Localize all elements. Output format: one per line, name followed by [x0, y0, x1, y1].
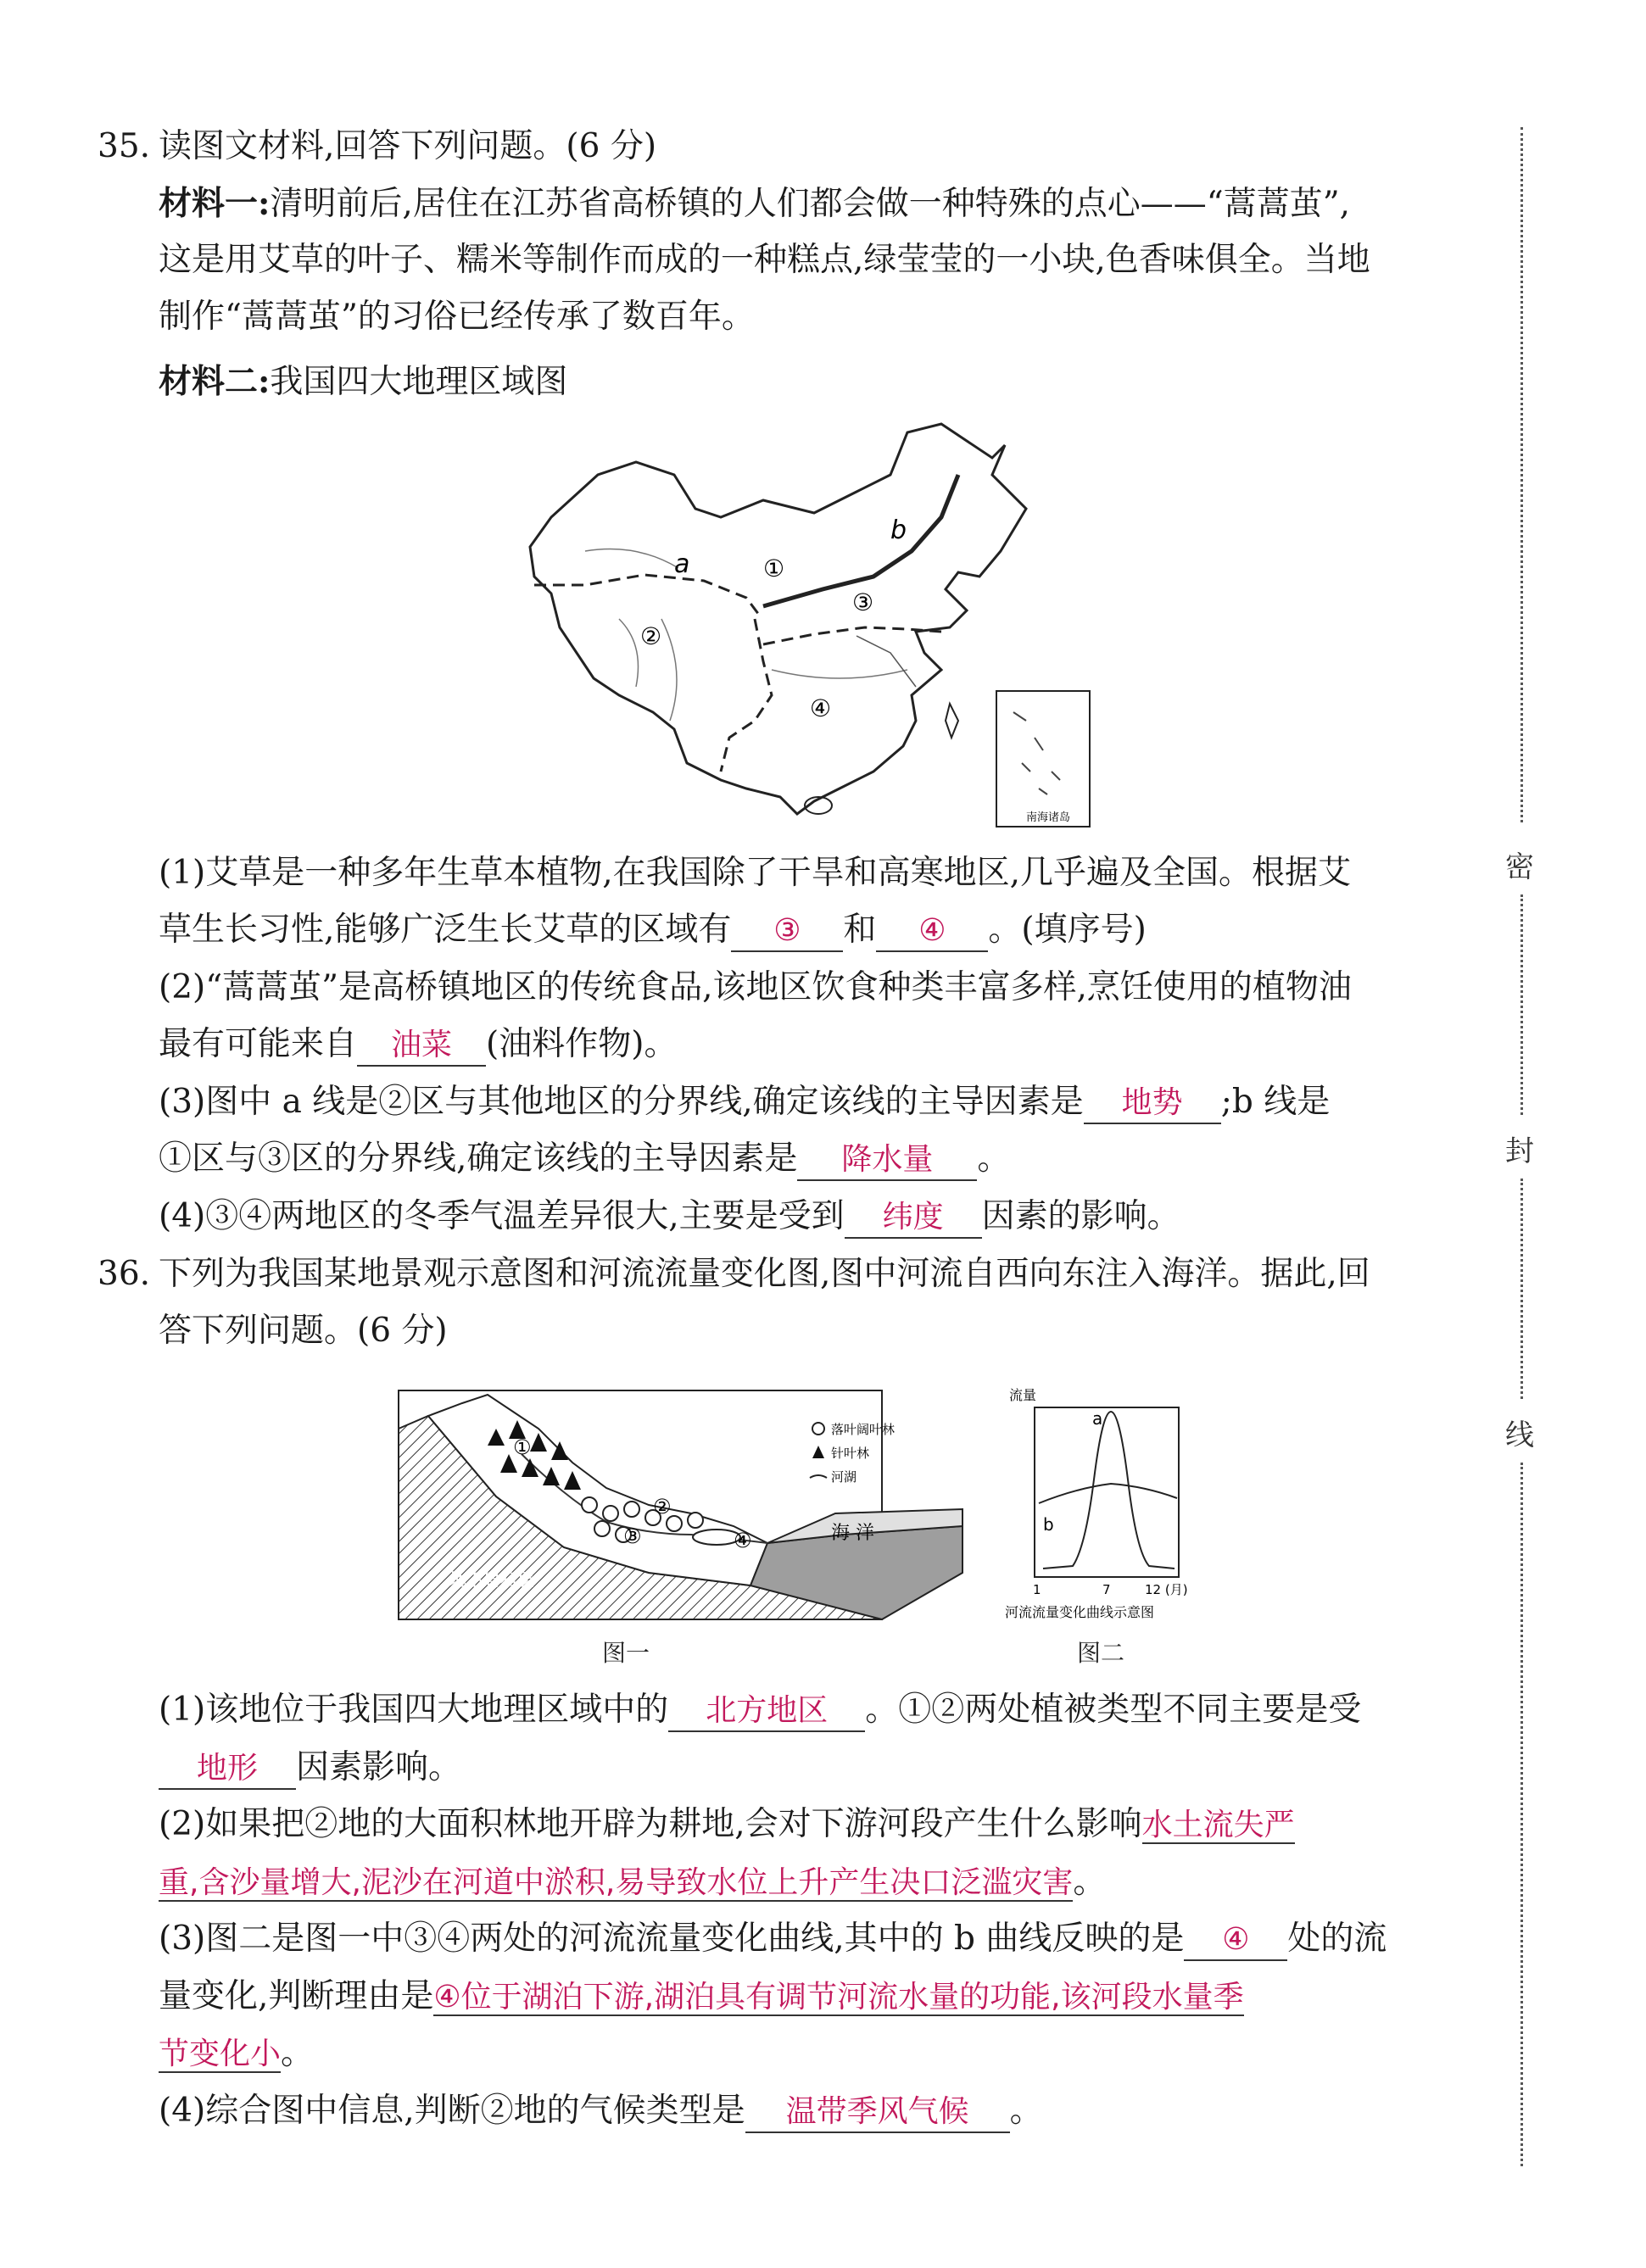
binding-line-top — [1520, 127, 1523, 822]
q35-number: 35. — [98, 127, 151, 165]
q35-p3-text-b: ;b 线是 — [1220, 1083, 1331, 1121]
fig2-ylabel: 流量 — [1009, 1387, 1037, 1403]
q36-p3-text-c: 量变化,判断理由是 — [159, 1977, 434, 2015]
q35-material1-line3: 制作“蒿蒿茧”的习俗已经传承了数百年。 — [159, 298, 755, 336]
q35-p2-text-a: 最有可能来自 — [159, 1025, 358, 1063]
q36-stem-line1: 下列为我国某地景观示意图和河流流量变化图,图中河流自西向东注入海洋。据此,回 — [159, 1255, 1370, 1293]
binding-line-mid1 — [1520, 894, 1523, 1115]
q35-part3-line1 — [159, 1081, 1330, 1124]
q36-part2-line1 — [159, 1803, 1295, 1847]
q35-material1-line1 — [159, 182, 1350, 226]
material2-label: 材料二: — [159, 362, 271, 401]
q36-p2-text-b: 。 — [1073, 1863, 1107, 1901]
q35-p4-answer: 纬度 — [845, 1198, 982, 1239]
material2-text: 我国四大地理区域图 — [270, 363, 568, 401]
map-label-a: a — [674, 549, 690, 579]
fig1-legend3: 河湖 — [831, 1469, 857, 1485]
legend-conifer-icon — [812, 1446, 824, 1458]
q36-part3-line3 — [159, 2032, 314, 2076]
fig1-caption: 图一 — [602, 1639, 650, 1667]
curve-b — [1039, 1484, 1177, 1503]
fig2-label-b: b — [1043, 1514, 1054, 1535]
fig2-tick-7: 7 — [1102, 1582, 1111, 1597]
curve-a — [1043, 1412, 1175, 1569]
q36-p4-answer: 温带季风气候 — [745, 2092, 1010, 2133]
q36-part1-line2 — [159, 1747, 461, 1790]
inset-islands — [1013, 712, 1060, 794]
q35-p1-text-c: 。(填序号) — [988, 911, 1147, 949]
east-coast-line — [856, 636, 916, 687]
map-label-b: b — [890, 515, 907, 545]
q35-part2-line1: (2)“蒿蒿茧”是高桥镇地区的传统食品,该地区饮食种类丰富多样,烹饪使用的植物油 — [159, 968, 1352, 1006]
map-label-region3: ③ — [852, 588, 874, 616]
south-china-sea-inset — [996, 691, 1090, 827]
q36-p1-text-b: 。①②两处植被类型不同主要是受 — [865, 1691, 1362, 1729]
boundary-line-b — [763, 475, 958, 606]
binding-char-xian: 线 — [1505, 1418, 1534, 1452]
q35-p3-text-c: ①区与③区的分界线,确定该线的主导因素是 — [159, 1140, 798, 1178]
q35-part1-line1: (1)艾草是一种多年生草本植物,在我国除了干旱和高寒地区,几乎遍及全国。根据艾 — [159, 854, 1352, 892]
fig1-sea-label: 海 洋 — [831, 1523, 874, 1544]
q36-p1-answer2: 地形 — [159, 1749, 296, 1790]
fig2-tick-12: 12 (月) — [1145, 1582, 1188, 1597]
q36-p3-answer2b: 节变化小 — [159, 2037, 282, 2071]
q36-p3-answer2a: ④位于湖泊下游,湖泊具有调节河流水量的功能,该河段水量季 — [433, 1980, 1244, 2014]
q36-p2-answer-b: 重,含沙量增大,泥沙在河道中淤积,易导致水位上升产生决口泛滥灾害 — [159, 1865, 1074, 1900]
china-region-map — [517, 415, 1102, 831]
q36-part2-line2 — [159, 1861, 1106, 1904]
q35-p3-text-d: 。 — [977, 1140, 1011, 1178]
material1-label: 材料一: — [159, 184, 271, 223]
taiwan-island — [946, 704, 958, 738]
fig1-legend1: 落叶阔叶林 — [831, 1422, 896, 1437]
q36-p4-text-b: 。 — [1009, 2092, 1043, 2130]
river-flow-chart — [992, 1378, 1213, 1628]
binding-char-mi: 密 — [1505, 850, 1534, 884]
fig2-tick-1: 1 — [1033, 1582, 1041, 1597]
q35-p1-answer2: ④ — [876, 911, 988, 952]
fig1-point2: ② — [653, 1495, 672, 1519]
q35-p2-text-b: (油料作物)。 — [486, 1025, 678, 1063]
china-outline — [530, 424, 1026, 814]
q35-p2-answer: 油菜 — [357, 1026, 486, 1067]
q36-p1-text-c: 因素影响。 — [296, 1748, 462, 1786]
q35-p4-text-a: (4)③④两地区的冬季气温差异很大,主要是受到 — [159, 1197, 845, 1235]
q35-p4-text-b: 因素的影响。 — [981, 1197, 1180, 1235]
q36-part3-line1 — [159, 1918, 1387, 1961]
binding-line-mid2 — [1520, 1179, 1523, 1399]
binding-line-bottom — [1520, 1463, 1523, 2166]
fig2-caption: 图二 — [1077, 1639, 1125, 1667]
map-label-region1: ① — [763, 554, 785, 582]
q35-part1-line2 — [159, 909, 1147, 952]
q35-p3-answer2: 降水量 — [797, 1140, 977, 1181]
q36-p3-answer1: ④ — [1184, 1920, 1287, 1961]
q35-p3-text-a: (3)图中 a 线是②区与其他地区的分界线,确定该线的主导因素是 — [159, 1083, 1084, 1121]
q35-stem: 读图文材料,回答下列问题。(6 分) — [159, 127, 657, 165]
q36-part3-line2 — [159, 1975, 1244, 2019]
landscape-diagram — [394, 1378, 971, 1628]
west-boundary-line — [721, 619, 772, 772]
q35-p1-answer1: ③ — [731, 911, 843, 952]
legend-broadleaf-icon — [812, 1423, 824, 1435]
q35-material1-line2: 这是用艾草的叶子、糯米等制作而成的一种糕点,绿莹莹的一小块,色香味俱全。当地 — [159, 241, 1370, 279]
q36-p3-text-d: 。 — [281, 2034, 315, 2072]
qinling-huaihe-line — [763, 627, 941, 644]
map-label-region2: ② — [640, 622, 662, 650]
fig2-title: 河流流量变化曲线示意图 — [1005, 1604, 1155, 1620]
q35-p3-answer1: 地势 — [1084, 1084, 1221, 1124]
inset-label: 南海诸岛 — [1026, 811, 1071, 824]
map-label-region4: ④ — [810, 694, 832, 722]
fig1-point1: ① — [513, 1435, 532, 1459]
fig1-legend2: 针叶林 — [831, 1446, 870, 1461]
q35-p1-text-b: 和 — [843, 911, 877, 949]
q35-p1-text-a: 草生长习性,能够广泛生长艾草的区域有 — [159, 911, 732, 949]
binding-char-feng: 封 — [1505, 1134, 1534, 1168]
q36-p2-text-a: (2)如果把②地的大面积林地开辟为耕地,会对下游河段产生什么影响 — [159, 1805, 1142, 1843]
q36-p1-answer1: 北方地区 — [668, 1691, 865, 1732]
inner-rivers — [585, 549, 907, 722]
legend-river-icon — [810, 1475, 827, 1478]
q36-stem-line2: 答下列问题。(6 分) — [159, 1312, 448, 1350]
q35-material2 — [159, 360, 567, 404]
fig1-point3: ③ — [623, 1524, 642, 1548]
q36-p3-text-b: 处的流 — [1287, 1920, 1387, 1958]
q35-part4 — [159, 1195, 1180, 1239]
boundary-line-a — [534, 575, 759, 615]
q36-p3-text-a: (3)图二是图一中③④两处的河流流量变化曲线,其中的 b 曲线反映的是 — [159, 1920, 1185, 1958]
q36-p2-answer-a: 水土流失严 — [1141, 1808, 1295, 1842]
q36-p1-text-a: (1)该地位于我国四大地理区域中的 — [159, 1691, 669, 1729]
fig2-label-a: a — [1092, 1408, 1103, 1429]
q35-part2-line2 — [159, 1023, 677, 1067]
q36-part1-line1 — [159, 1689, 1361, 1732]
material1-text1: 清明前后,居住在江苏省高桥镇的人们都会做一种特殊的点心——“蒿蒿茧”, — [270, 185, 1351, 223]
q35-part3-line2 — [159, 1138, 1010, 1181]
q36-number: 36. — [98, 1255, 151, 1293]
fig1-point4: ④ — [734, 1529, 752, 1552]
q36-part4 — [159, 2090, 1043, 2133]
fig1-rock-label: 地下岩石层 — [449, 1569, 534, 1590]
q36-p4-text-a: (4)综合图中信息,判断②地的气候类型是 — [159, 2092, 745, 2130]
